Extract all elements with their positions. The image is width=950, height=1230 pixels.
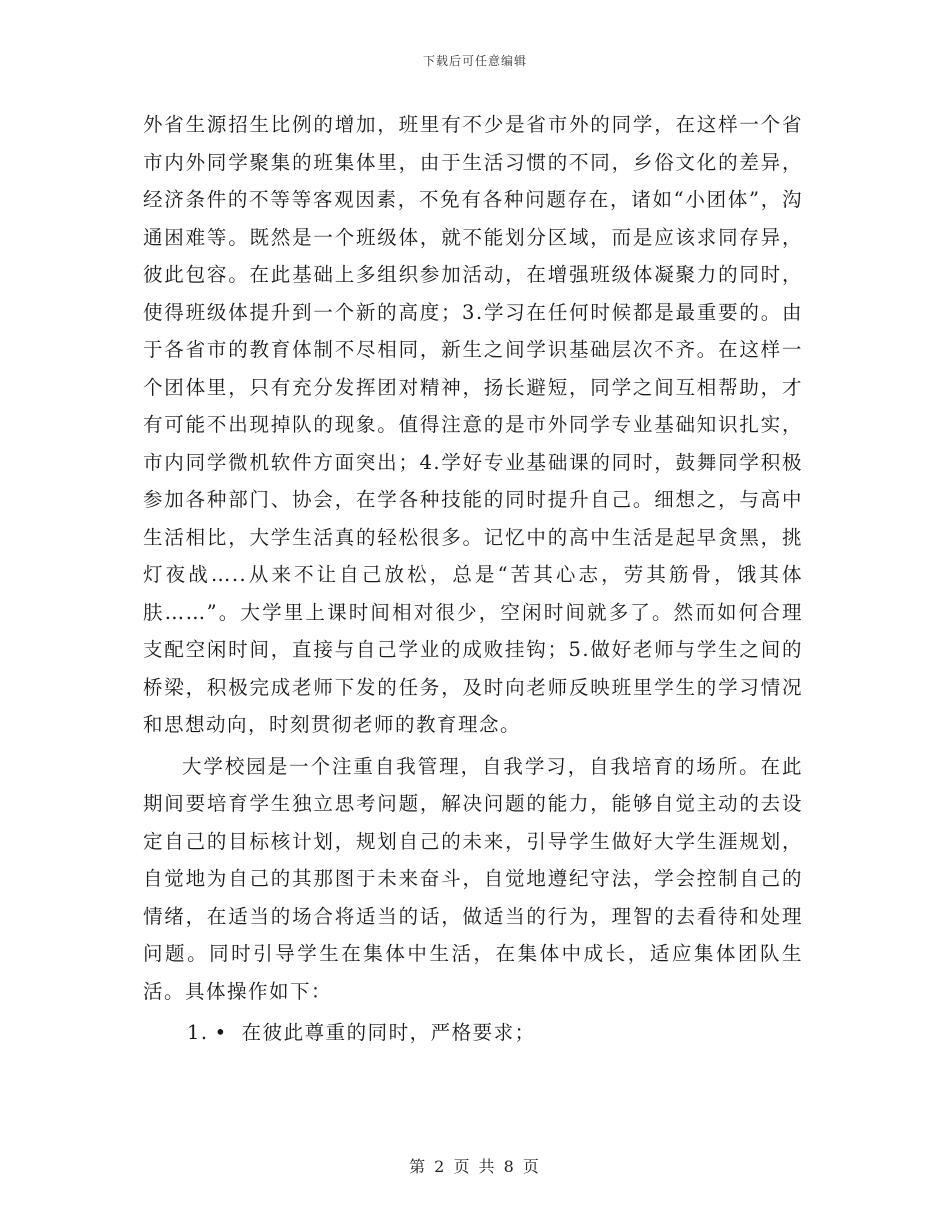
document-body (143, 106, 803, 1052)
list-item (143, 1014, 803, 1052)
list-item-number: 1. (187, 1021, 209, 1044)
page-header: 下载后可任意编辑 (422, 54, 527, 68)
body-paragraph-2: 大学校园是一个注重自我管理，自我学习，自我培育的场所。在此期间要培育学生独立思考问题，解决问题的能力，能够自觉主动的去设定自己的目标核计划，规划自己的未来，引导学生做好大学生涯规划，自觉地为自己的其那图于未来奋斗，自觉地遵纪守法，学会控制自己的情绪，在适当的场合将适当的话，做适当的行为，理智的去看待和处理问题。同时引导学生在集体中生活，在集体中成长，适应集体团队生活。具体操作如下： (143, 754, 803, 1003)
list-item-text: 在彼此尊重的同时，严格要求； (241, 1021, 536, 1044)
page-number: 第 2 页 共 8 页 (409, 1157, 541, 1176)
bullet-icon: • (214, 1021, 228, 1044)
body-paragraph-1: 外省生源招生比例的增加，班里有不少是省市外的同学，在这样一个省市内外同学聚集的班集体里，由于生活习惯的不同，乡俗文化的差异，经济条件的不等等客观因素，不免有各种问题存在，诸如“小团体”，沟通困难等。既然是一个班级体，就不能划分区域，而是应该求同存异，彼此包容。在此基础上多组织参加活动，在增强班级体凝聚力的同时，使得班级体提升到一个新的高度；3.学习在任何时候都是最重要的。由于各省市的教育体制不尽相同，新生之间学识基础层次不齐。在这样一个团体里，只有充分发挥团对精神，扬长避短，同学之间互相帮助，才有可能不出现掉队的现象。值得注意的是市外同学专业基础知识扎实，市内同学微机软件方面突出；4.学好专业基础课的同时，鼓舞同学积极参加各种部门、协会，在学各种技能的同时提升自己。细想之，与高中生活相比，大学生活真的轻松很多。记忆中的高中生活是起早贪黑，挑灯夜战…..从来不让自己放松，总是“苦其心志，劳其筋骨，饿其体肤……”。大学里上课时间相对很少，空闲时间就多了。然而如何合理支配空闲时间，直接与自己学业的成败挂钩；5.做好老师与学生之间的桥梁，积极完成老师下发的任务，及时向老师反映班里学生的学习情况和思想动向，时刻贯彻老师的教育理念。 (143, 113, 803, 736)
